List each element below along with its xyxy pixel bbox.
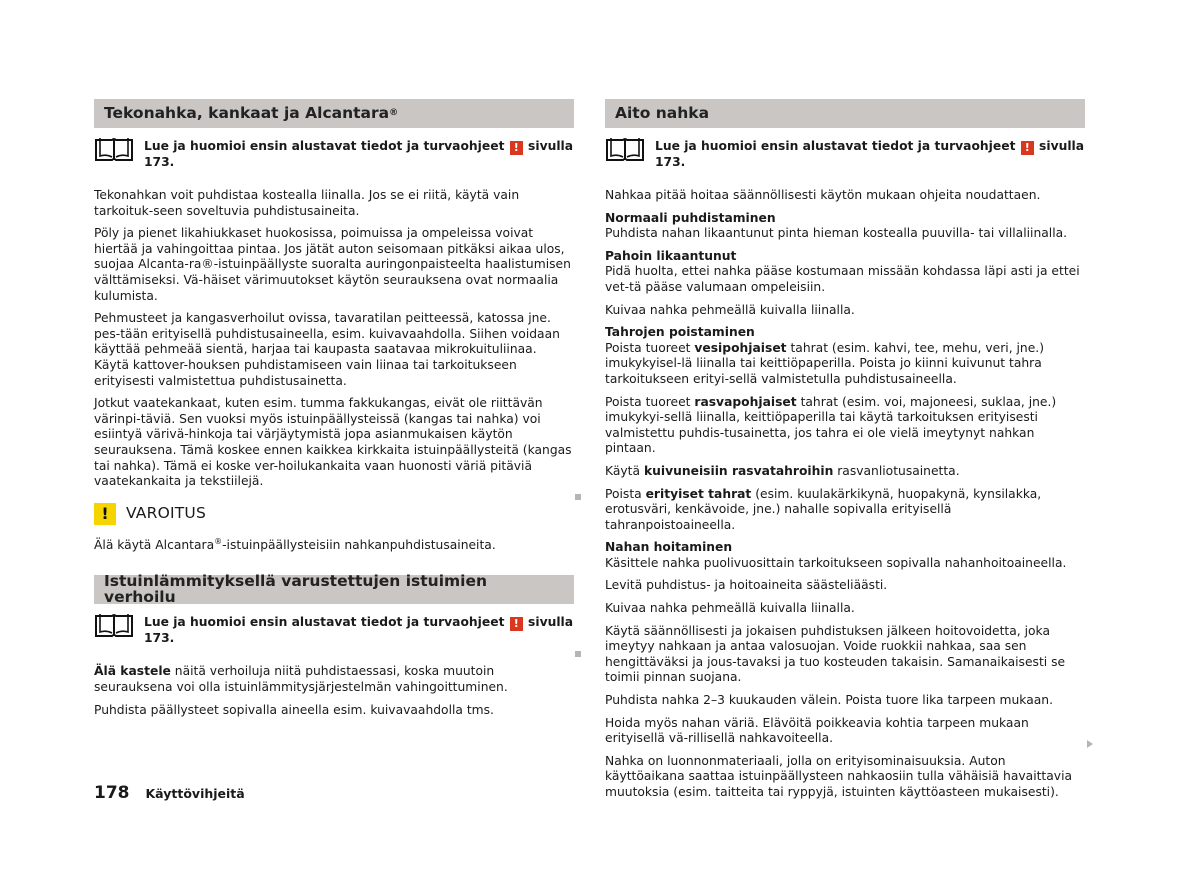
text-part: tahrat (esim. voi, majoneesi, suklaa, jne.) imukykyi-sellä liinalla, keittiöpaperilla tai käytä tarkoituksen erityisesti valmistettu puhdis-tusainetta, jos tahra ei ole vielä imeytynyt nahkan pintaan.	[605, 394, 1057, 456]
read-first-notice	[94, 612, 574, 646]
paragraph: Käsittele nahka puolivuosittain tarkoitukseen sopivalla nahanhoitoaineella.	[605, 555, 1067, 570]
notice-text	[655, 136, 1085, 170]
subheading: Tahrojen poistaminen	[605, 325, 755, 340]
warning-text	[94, 534, 574, 554]
section-header-heated-seats	[94, 572, 574, 606]
text-part: Käytä	[605, 463, 644, 478]
text-part: (esim. kuulakärkikynä, huopakynä, kynsilakka, erotusväri, kenkävoide, jne.) nahalle sopivalla erityisellä tahranpoistoaineella.	[605, 486, 1042, 532]
text-part: Poista tuoreet	[605, 394, 695, 409]
paragraph: Puhdista päällysteet sopivalla aineella esim. kuivavaahdolla tms.	[94, 702, 494, 717]
left-column	[94, 99, 574, 725]
text-part: tahrat (esim. kahvi, tee, mehu, veri, jne.) imukykyisel-lä liinalla tai keittiöpaperilla. Poista jo kiinni kuivunut tahra tarkoitukseen erityi-sellä valmistetulla puhdistusaineella.	[605, 340, 1044, 386]
book-icon	[605, 136, 645, 162]
text-part: rasvanliotusainetta.	[833, 463, 960, 478]
paragraph: Pidä huolta, ettei nahka pääse kostumaan missään kohdassa läpi asti ja ettei vet-tä pääse valumaan ompeleisiin.	[605, 264, 1080, 294]
paragraph	[605, 487, 1085, 534]
paragraph: Pöly ja pienet likahiukkaset huokosissa, poimuissa ja ompeleissa voivat hiertää ja vahingoittaa pintaa. Jos jätät auton seisomaan pitkäksi aikaa ulos, suojaa Alcanta-ra®-istuinpäällyste suoralta auringonpaisteelta haalistumisen välttämiseksi. Vä-häiset värimuutokset käytön seurauksena ovat normaalia kulumista.	[94, 226, 571, 303]
notice-text-before: Lue ja huomioi ensin alustavat tiedot ja turvaohjeet	[144, 615, 505, 630]
notice-text-before: Lue ja huomioi ensin alustavat tiedot ja turvaohjeet	[144, 139, 505, 153]
warning-text-part: -istuinpäällysteisiin nahkanpuhdistusaineita.	[222, 537, 496, 552]
registered-mark: ®	[389, 107, 399, 118]
warning-heading	[94, 503, 574, 525]
paragraph	[605, 395, 1085, 457]
text-part: Poista tuoreet	[605, 340, 695, 355]
paragraph: Nahka on luonnonmateriaali, jolla on erityisominaisuuksia. Auton käyttöaikana saattaa istuinpäällysteen nahkaosiin tulla vähäisiä havaittavia muutoksia (esim. taitteita tai ryppyjä, istuinten käyttöasteen mukaisesti).	[605, 753, 1073, 799]
section-end-marker	[575, 651, 581, 657]
subheading: Normaali puhdistaminen	[605, 210, 776, 225]
warning-badge-icon: !	[510, 617, 523, 631]
read-first-notice	[94, 136, 574, 170]
paragraph: Levitä puhdistus- ja hoitoaineita säästeliäästi.	[605, 578, 888, 593]
section-title: Istuinlämmityksellä varustettujen istuimien verhoilu	[104, 572, 488, 606]
section-header-synthetic-leather	[94, 99, 574, 128]
page-number: 178	[94, 783, 130, 803]
subheading: Nahan hoitaminen	[605, 540, 733, 555]
continue-arrow-icon	[1087, 740, 1093, 748]
registered-mark: ®	[214, 536, 223, 546]
bold-phrase: rasvapohjaiset	[694, 394, 797, 409]
notice-page-ref[interactable]: sivulla 173.	[144, 139, 574, 169]
paragraph: Puhdista nahka 2–3 kuukauden välein. Poista tuore lika tarpeen mukaan.	[605, 693, 1053, 708]
warning-badge-icon: !	[1021, 141, 1034, 155]
section-end-marker	[575, 494, 581, 500]
paragraph: Jotkut vaatekankaat, kuten esim. tumma fakkukangas, eivät ole riittävän värinpi-täviä. Sen vuoksi myös istuinpäällysteissä (kangas tai nahka) voi esiintyä värivä-hinkoja tai värjäytymistä jopa asianmukaisen käytön seurauksena. Tämä koskee ennen kaikkea kirkkaita istuinpäällysteitä (kangas tai nahka). Tämä ei koske ver-hoilukankaita vaan huonosti väriä pitäviä vaatekankaita ja tekstiilejä.	[94, 396, 572, 489]
book-icon	[94, 136, 134, 162]
page-footer	[94, 783, 245, 803]
notice-text	[144, 612, 574, 646]
notice-page-ref[interactable]: sivulla 173.	[655, 139, 1085, 169]
paragraph	[605, 341, 1085, 388]
paragraph: Puhdista nahan likaantunut pinta hieman kostealla puuvilla- tai villaliinalla.	[605, 226, 1068, 241]
notice-page-ref[interactable]: sivulla 173.	[144, 615, 574, 646]
paragraph: Pehmusteet ja kangasverhoilut ovissa, tavaratilan peitteessä, katossa jne. pes-tään erityisellä puhdistusaineella, esim. kuivavaahdolla. Siihen voidaan käyttää pehmeää sientä, harjaa tai kaupasta saatavaa mikrokuituliinaa. Käytä kattover-houksen puhdistamiseen vain liinaa tai tarkoitukseen erityisesti valmistettua puhdistusainetta.	[94, 311, 560, 388]
bold-phrase: kuivuneisiin rasvatahroihin	[643, 463, 834, 478]
warning-text-part: Älä käytä Alcantara	[94, 537, 215, 552]
bold-phrase: erityiset tahrat	[645, 486, 752, 501]
warning-icon: !	[94, 503, 116, 525]
read-first-notice	[605, 136, 1085, 170]
paragraph: Tekonahkan voit puhdistaa kostealla liinalla. Jos se ei riitä, käytä vain tarkoituk-seen soveltuvia puhdistusaineita.	[94, 188, 520, 218]
notice-text-before: Lue ja huomioi ensin alustavat tiedot ja turvaohjeet	[655, 139, 1016, 153]
right-column	[605, 99, 1085, 808]
notice-text	[144, 136, 574, 170]
paragraph: Käytä säännöllisesti ja jokaisen puhdistuksen jälkeen hoitovoidetta, joka imeytyy nahkaan ja antaa valosuojan. Voide ruokkii nahkaa, saa sen hengittäväksi ja jous-tavaksi ja tuo kosteuden takaisin. Samanaikaisesti se toimii pinnan suojana.	[605, 623, 1066, 685]
subheading: Pahoin likaantunut	[605, 248, 737, 263]
paragraph	[94, 664, 574, 695]
section-header-genuine-leather	[605, 99, 1085, 128]
paragraph	[605, 464, 1085, 480]
bold-phrase: vesipohjaiset	[694, 340, 787, 355]
chapter-title: Käyttövihjeitä	[145, 786, 245, 801]
book-icon	[94, 612, 134, 638]
paragraph: Kuivaa nahka pehmeällä kuivalla liinalla.	[605, 302, 855, 317]
paragraph: Kuivaa nahka pehmeällä kuivalla liinalla.	[605, 601, 855, 616]
warning-badge-icon: !	[510, 141, 523, 155]
bold-phrase: Älä kastele	[94, 664, 171, 679]
paragraph-rest: näitä verhoiluja niitä puhdistaessasi, koska muutoin seurauksena voi olla istuinlämmitysjärjestelmän vahingoittuminen.	[94, 664, 508, 694]
text-part: Poista	[605, 486, 646, 501]
section-title: Tekonahka, kankaat ja Alcantara	[104, 103, 390, 122]
paragraph: Nahkaa pitää hoitaa säännöllisesti käytön mukaan ohjeita noudattaen.	[605, 188, 1041, 202]
paragraph: Hoida myös nahan väriä. Elävöitä poikkeavia kohtia tarpeen mukaan erityisellä vä-rillisellä nahkavoiteella.	[605, 715, 1029, 746]
warning-title: VAROITUS	[126, 503, 207, 522]
section-title: Aito nahka	[615, 103, 710, 122]
